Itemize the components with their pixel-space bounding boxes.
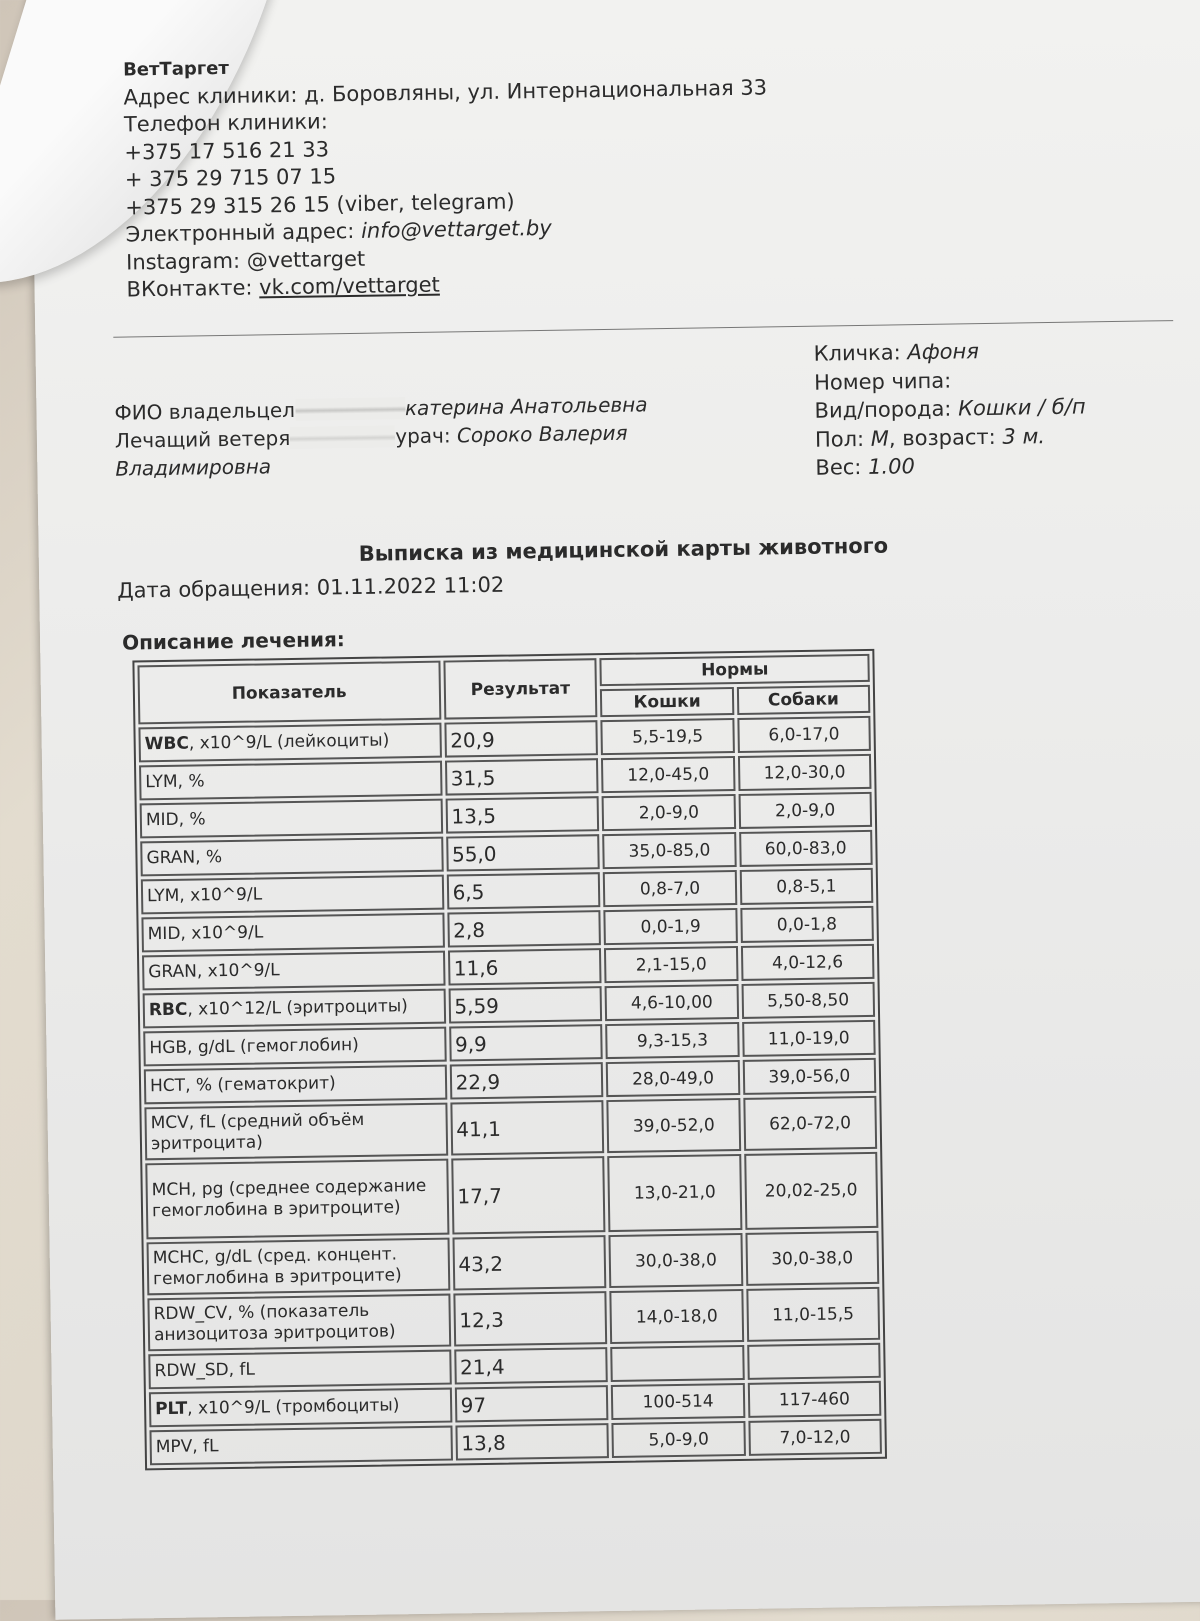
indicator-cell: GRAN, x10^9/L (142, 951, 445, 991)
dogs-norm-cell: 20,02-25,0 (744, 1152, 879, 1230)
results-table (132, 649, 887, 1471)
clinic-header (123, 46, 770, 304)
cats-norm-cell: 14,0-18,0 (610, 1289, 744, 1344)
result-cell: 22,9 (449, 1062, 603, 1099)
clinic-instagram: Instagram: @vettarget (125, 246, 366, 275)
indicator-cell: RDW_CV, % (показатель анизоцитоза эритроцитов) (147, 1294, 450, 1352)
indicator-cell: MCH, pg (среднее содержание гемоглобина в эритроците) (145, 1159, 449, 1240)
dogs-norm-cell: 0,0-1,8 (740, 906, 874, 943)
result-cell: 31,5 (445, 758, 599, 795)
redaction (295, 397, 405, 421)
dogs-norm-cell: 4,0-12,6 (741, 944, 875, 981)
cats-norm-cell (611, 1345, 745, 1382)
cats-norm-cell: 28,0-49,0 (606, 1060, 740, 1097)
cats-norm-cell: 2,1-15,0 (604, 946, 738, 983)
cats-norm-cell: 13,0-21,0 (608, 1154, 742, 1232)
indicator-cell: MCV, fL (средний объём эритроцита) (144, 1103, 447, 1161)
dogs-norm-cell: 62,0-72,0 (743, 1096, 877, 1151)
indicator-cell: MID, x10^9/L (141, 913, 444, 953)
indicator-cell: WBC, x10^9/L (лейкоциты) (138, 723, 441, 763)
dogs-norm-cell: 12,0-30,0 (738, 754, 872, 791)
indicator-cell: LYM, x10^9/L (141, 875, 444, 915)
dogs-norm-cell: 7,0-12,0 (748, 1419, 882, 1456)
dogs-norm-cell: 117-460 (747, 1381, 881, 1418)
indicator-cell: RDW_SD, fL (148, 1350, 451, 1390)
indicator-cell: LYM, % (139, 761, 442, 801)
clinic-email: Электронный адрес: info@vettarget.by (125, 215, 552, 247)
header-norms: Нормы (600, 654, 870, 686)
dogs-norm-cell: 6,0-17,0 (737, 716, 871, 753)
section-title: Описание лечения: (121, 627, 346, 655)
table-row (147, 1231, 880, 1295)
cats-norm-cell: 5,0-9,0 (612, 1421, 746, 1458)
owner-info: ФИО владельцел катерина Анатольевна Лечащий ветеря урач: Сороко Валерия Владимировна (114, 392, 648, 481)
result-cell: 9,9 (449, 1024, 603, 1061)
dogs-norm-cell: 39,0-56,0 (742, 1058, 876, 1095)
cats-norm-cell: 39,0-52,0 (607, 1098, 741, 1153)
result-cell: 5,59 (448, 986, 602, 1023)
indicator-cell: MPV, fL (149, 1426, 452, 1466)
result-cell: 12,3 (453, 1291, 608, 1346)
table-row (147, 1287, 880, 1351)
clinic-phone: +375 17 516 21 33 (124, 136, 330, 165)
result-cell: 21,4 (454, 1347, 608, 1384)
result-cell: 13,5 (445, 796, 599, 833)
result-cell: 6,5 (446, 872, 600, 909)
cats-norm-cell: 5,5-19,5 (601, 718, 735, 755)
header-indicator: Показатель (137, 661, 440, 725)
dogs-norm-cell: 2,0-9,0 (738, 792, 872, 829)
indicator-cell: PLT, x10^9/L (тромбоциты) (149, 1388, 452, 1428)
dogs-norm-cell: 11,0-19,0 (742, 1020, 876, 1057)
cats-norm-cell: 9,3-15,3 (606, 1022, 740, 1059)
cats-norm-cell: 0,0-1,9 (604, 908, 738, 945)
result-cell: 97 (454, 1385, 608, 1422)
header-dogs: Собаки (737, 685, 871, 715)
clinic-phone-label: Телефон клиники: (123, 109, 328, 137)
header-result: Результат (443, 658, 598, 719)
header-cats: Кошки (600, 687, 734, 717)
pet-info: Кличка: Афоня Номер чипа: Вид/порода: Кошки / б/п Пол: М, возраст: 3 м. Вес: 1.00 (813, 339, 1086, 480)
dogs-norm-cell: 30,0-38,0 (745, 1231, 879, 1286)
result-cell: 43,2 (452, 1235, 607, 1290)
result-cell: 17,7 (451, 1156, 606, 1234)
table-row (145, 1152, 878, 1239)
cats-norm-cell: 12,0-45,0 (601, 756, 735, 793)
dogs-norm-cell: 11,0-15,5 (746, 1287, 880, 1342)
result-cell: 41,1 (450, 1100, 605, 1155)
clinic-address: Адрес клиники: д. Боровляны, ул. Интернациональная 33 (123, 74, 768, 110)
document-sheet (30, 0, 1200, 1620)
indicator-cell: MCHC, g/dL (сред. концент. гемоглобина в эритроците) (147, 1238, 450, 1296)
indicator-cell: HCT, % (гематокрит) (144, 1065, 447, 1105)
redaction (290, 425, 395, 449)
clinic-name: ВетТаргет (122, 57, 229, 81)
dogs-norm-cell (747, 1343, 881, 1380)
clinic-vk: ВКонтакте: vk.com/vettarget (126, 272, 440, 302)
cats-norm-cell: 30,0-38,0 (609, 1233, 743, 1288)
dogs-norm-cell: 5,50-8,50 (741, 982, 875, 1019)
clinic-phone: + 375 29 715 07 15 (124, 164, 337, 192)
result-cell: 20,9 (444, 720, 598, 757)
cats-norm-cell: 0,8-7,0 (603, 870, 737, 907)
cats-norm-cell: 35,0-85,0 (603, 832, 737, 869)
result-cell: 55,0 (446, 834, 600, 871)
visit-date: Дата обращения: 01.11.2022 11:02 (117, 572, 505, 603)
dogs-norm-cell: 60,0-83,0 (739, 830, 873, 867)
indicator-cell: HGB, g/dL (гемоглобин) (143, 1027, 446, 1067)
table-row (149, 1419, 881, 1465)
cats-norm-cell: 2,0-9,0 (602, 794, 736, 831)
result-cell: 11,6 (448, 948, 602, 985)
result-cell: 2,8 (447, 910, 601, 947)
table-row (144, 1096, 877, 1160)
cats-norm-cell: 100-514 (611, 1383, 745, 1420)
dogs-norm-cell: 0,8-5,1 (739, 868, 873, 905)
indicator-cell: RBC, x10^12/L (эритроциты) (143, 989, 446, 1029)
result-cell: 13,8 (455, 1423, 609, 1460)
clinic-phone: +375 29 315 26 15 (viber, telegram) (125, 188, 515, 220)
vk-link[interactable]: vk.com/vettarget (258, 272, 440, 300)
divider (113, 320, 1173, 338)
indicator-cell: MID, % (140, 799, 443, 839)
indicator-cell: GRAN, % (140, 837, 443, 877)
cats-norm-cell: 4,6-10,00 (605, 984, 739, 1021)
document-title: Выписка из медицинской карты животного (358, 533, 889, 566)
